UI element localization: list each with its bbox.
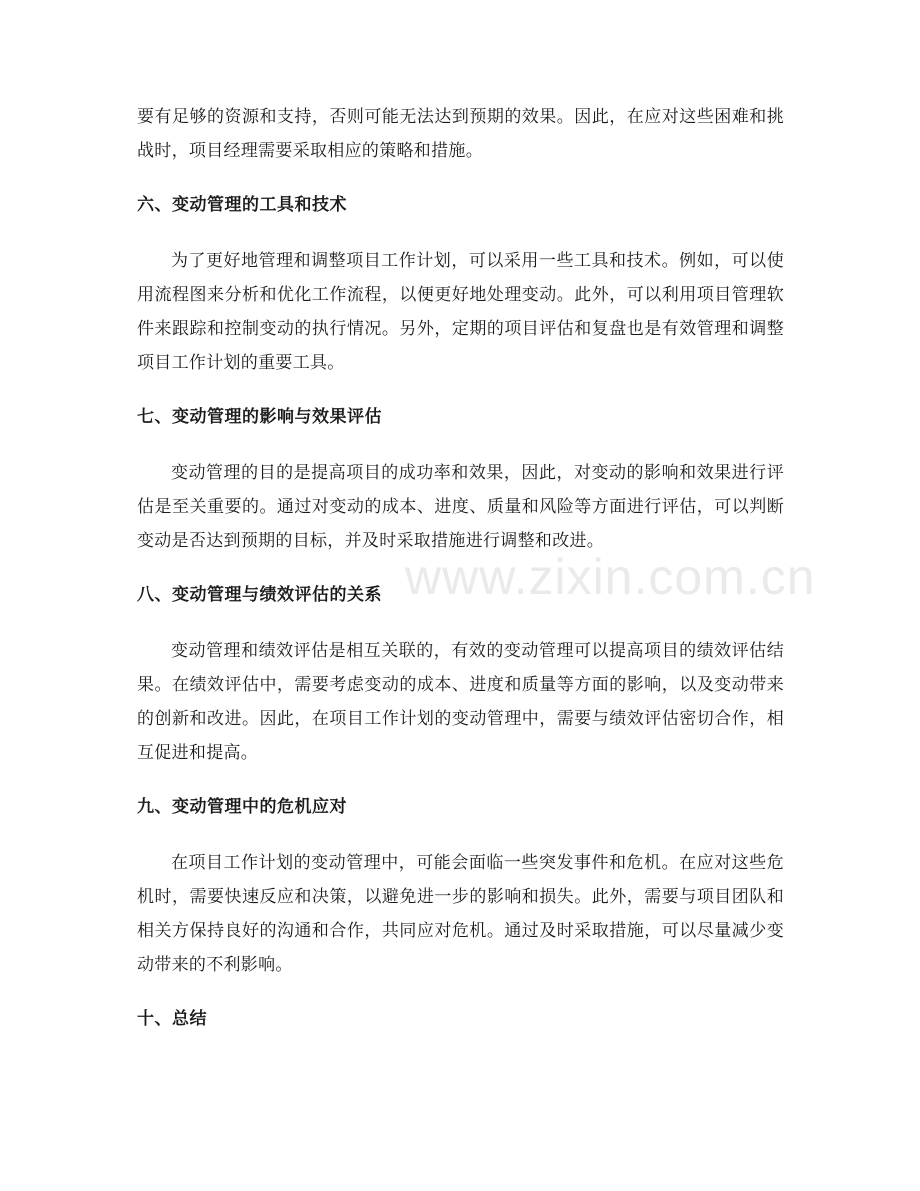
- section-body-7: 变动管理的目的是提高项目的成功率和效果，因此，对变动的影响和效果进行评估是至关重要的。通过对变动的成本、进度、质量和风险等方面进行评估，可以判断变动是否达到预期的目标，并及时采取措施进行调整和改进。: [137, 463, 784, 551]
- section-heading-10: 十、总结: [137, 1009, 207, 1029]
- section-body-6: 为了更好地管理和调整项目工作计划，可以采用一些工具和技术。例如，可以使用流程图来分析和优化工作流程，以便更好地处理变动。此外，可以利用项目管理软件来跟踪和控制变动的执行情况。另外，定期的项目评估和复盘也是有效管理和调整项目工作计划的重要工具。: [137, 251, 784, 373]
- section-heading-6: 六、变动管理的工具和技术: [137, 195, 347, 215]
- section-heading-8: 八、变动管理与绩效评估的关系: [137, 585, 382, 605]
- intro-paragraph: 要有足够的资源和支持，否则可能无法达到预期的效果。因此，在应对这些困难和挑战时，项目经理需要采取相应的策略和措施。: [137, 107, 784, 161]
- section-body-9: 在项目工作计划的变动管理中，可能会面临一些突发事件和危机。在应对这些危机时，需要快速反应和决策，以避免进一步的影响和损失。此外，需要与项目团队和相关方保持良好的沟通和合作，共同应对危机。通过及时采取措施，可以尽量减少变动带来的不利影响。: [137, 853, 784, 975]
- section-heading-7: 七、变动管理的影响与效果评估: [137, 407, 382, 427]
- section-heading-9: 九、变动管理中的危机应对: [137, 797, 347, 817]
- document-page: [137, 100, 784, 1036]
- watermark: www.zixin.com.cn: [405, 549, 816, 605]
- section-body-8: 变动管理和绩效评估是相互关联的，有效的变动管理可以提高项目的绩效评估结果。在绩效评估中，需要考虑变动的成本、进度和质量等方面的影响，以及变动带来的创新和改进。因此，在项目工作计划的变动管理中，需要与绩效评估密切合作，相互促进和提高。: [137, 641, 784, 763]
